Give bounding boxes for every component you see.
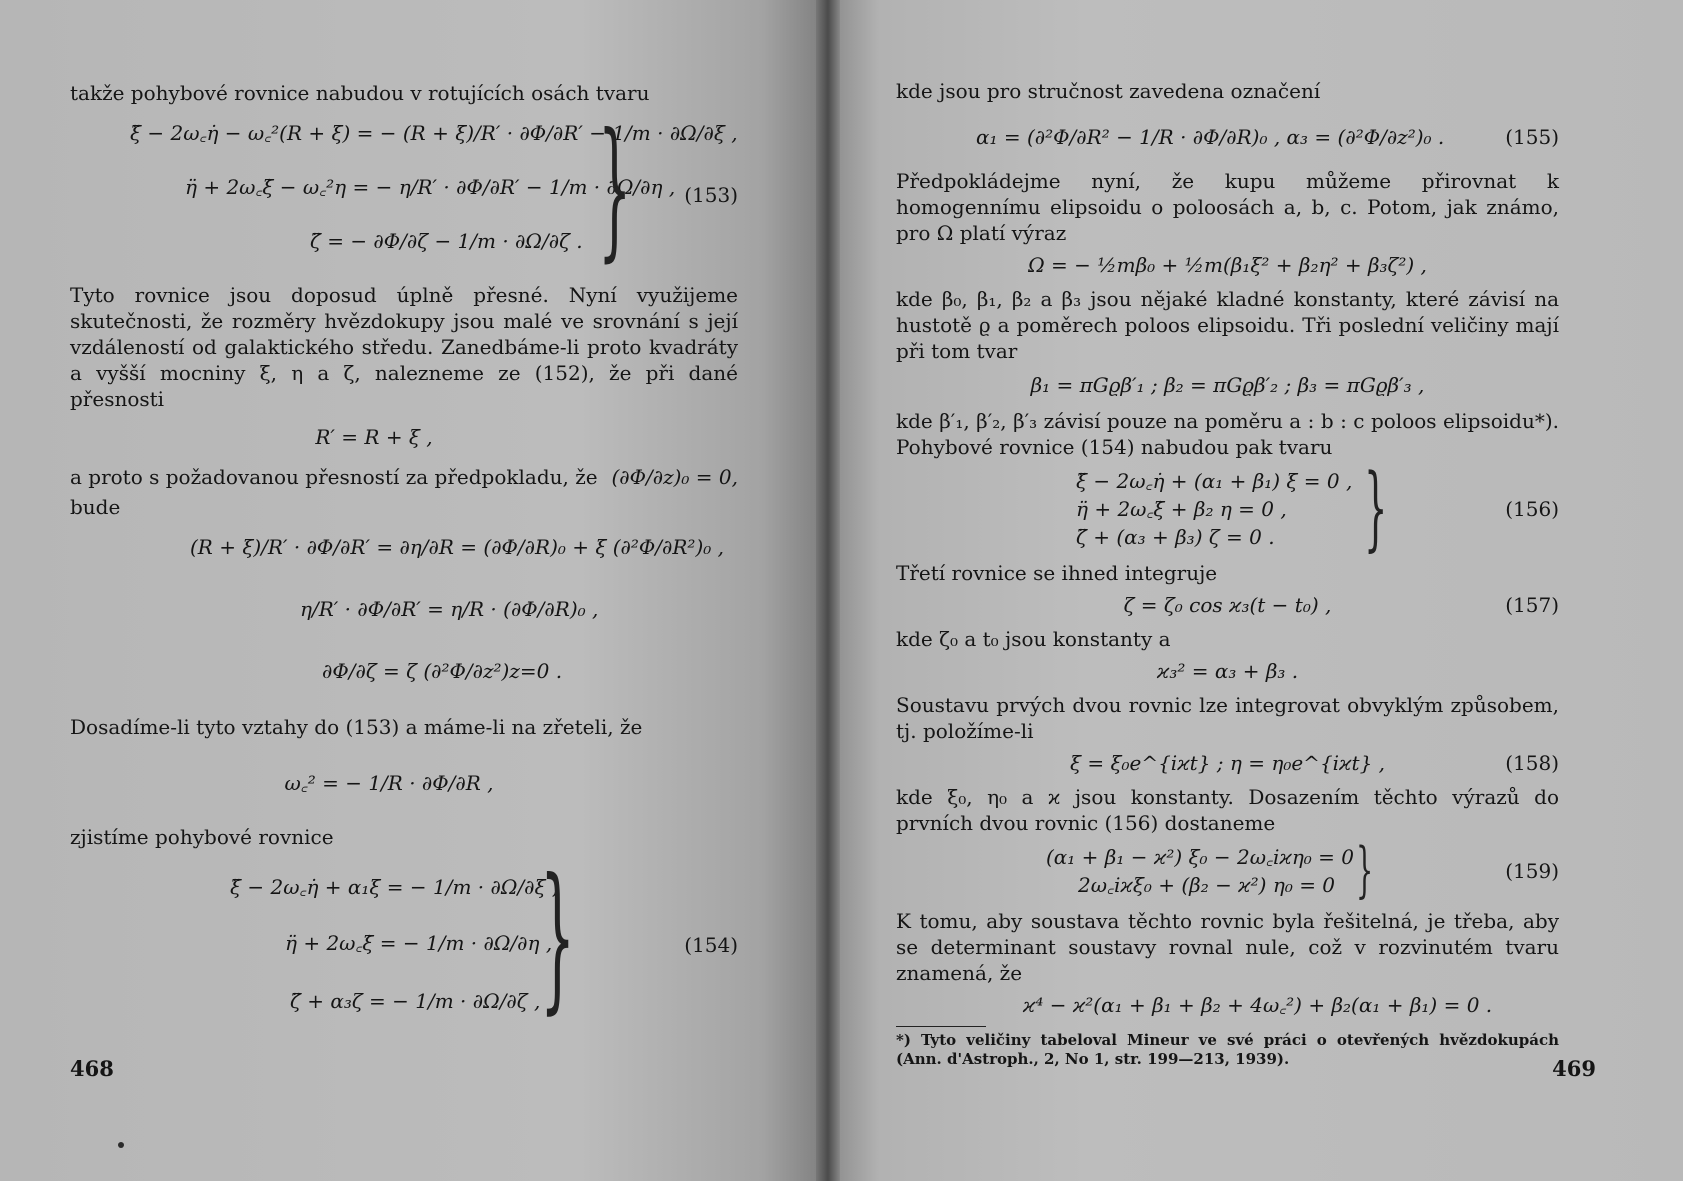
eq153-line2: η̈ + 2ω꜀ξ̇ − ω꜀²η = − η/R′ · ∂Φ/∂R′ − 1/m · ∂Ω/∂η ,: [185, 175, 676, 199]
equation-155: [896, 114, 1559, 158]
left-para3-text: a proto s požadovanou přesností za předpokladu, že: [70, 465, 598, 489]
left-page-number: 468: [70, 1056, 114, 1081]
equation-154: [70, 845, 738, 1029]
right-brace: }: [540, 845, 576, 1029]
eq156-line2: η̈ + 2ω꜀ξ̇ + β₂ η = 0 ,: [1076, 497, 1287, 521]
eq157-number: (157): [1505, 593, 1559, 617]
eq153-line3: ζ̈ = − ∂Φ/∂ζ − 1/m · ∂Ω/∂ζ .: [310, 229, 583, 253]
left-paragraph-5: zjistíme pohybové rovnice: [70, 825, 334, 849]
book-gutter: [816, 0, 840, 1181]
eq158-number: (158): [1505, 751, 1559, 775]
equation-determinant: ϰ⁴ − ϰ²(α₁ + β₁ + β₂ + 4ω꜀²) + β₂(α₁ + β₁) = 0 .: [1022, 993, 1493, 1017]
right-brace: }: [1364, 454, 1388, 561]
right-paragraph-4: kde β′₁, β′₂, β′₃ závisí pouze na poměru a : b : c poloos elipsoidu*). Pohybové rovnice (154) nabudou pak tvaru: [896, 409, 1559, 459]
eq154-number: (154): [684, 933, 738, 957]
eq157-text: ζ = ζ₀ cos ϰ₃(t − t₀) ,: [1123, 593, 1332, 617]
right-paragraph-8: kde ξ₀, η₀ a ϰ jsou konstanty. Dosazením těchto výrazů do prvních dvou rovnic (156) dostaneme: [896, 785, 1559, 835]
eq159-number: (159): [1505, 859, 1559, 883]
equation-158: [896, 750, 1559, 778]
right-brace: }: [598, 102, 632, 276]
footnote: *) Tyto veličiny tabeloval Mineur ve své práci o otevřených hvězdokupách (Ann. d'Astroph., 2, No 1, str. 199—213, 1939).: [896, 1031, 1559, 1068]
left-para3-bude: bude: [70, 495, 121, 519]
bude-line3: ∂Φ/∂ζ = ζ (∂²Φ/∂z²)z=0 .: [322, 659, 563, 683]
eq159-line2: 2ω꜀iϰξ₀ + (β₂ − ϰ²) η₀ = 0: [1078, 873, 1336, 897]
equations-bude: [70, 534, 738, 704]
right-paragraph-9: K tomu, aby soustava těchto rovnic byla řešitelná, je třeba, aby se determinant soustavy rovnal nule, což v rozvinutém tvaru znamená, že: [896, 909, 1559, 985]
right-page: [828, 0, 1683, 1181]
right-paragraph-3: kde β₀, β₁, β₂ a β₃ jsou nějaké kladné konstanty, které závisí na hustotě ϱ a poměrech poloos elipsoidu. Tři poslední veličiny mají při tom tvar: [896, 287, 1559, 363]
paper-spot: [118, 1142, 124, 1148]
eq156-line3: ζ̈ + (α₃ + β₃) ζ = 0 .: [1076, 525, 1275, 549]
eq154-line1: ξ̈ − 2ω꜀η̇ + α₁ξ = − 1/m · ∂Ω/∂ξ ,: [230, 875, 559, 899]
right-paragraph-6: kde ζ₀ a t₀ jsou konstanty a: [896, 627, 1171, 651]
eq159-line1: (α₁ + β₁ − ϰ²) ξ₀ − 2ω꜀iϰη₀ = 0: [1046, 845, 1355, 869]
equation-159: [896, 835, 1559, 905]
eq155-text: α₁ = (∂²Φ/∂R² − 1/R · ∂Φ/∂R)₀ , α₃ = (∂²Φ/∂z²)₀ .: [976, 125, 1445, 149]
eq153-number: (153): [684, 183, 738, 207]
equation-157: [896, 592, 1559, 620]
eq156-line1: ξ̈ − 2ω꜀η̇ + (α₁ + β₁) ξ = 0 ,: [1076, 469, 1353, 493]
equation-kappa: ϰ₃² = α₃ + β₃ .: [1156, 659, 1299, 683]
right-page-text: [896, 78, 1559, 1069]
equation-omega-c: ω꜀² = − 1/R · ∂Φ/∂R ,: [284, 771, 494, 795]
bude-line1: (R + ξ)/R′ · ∂Φ/∂R′ = ∂η/∂R = (∂Φ/∂R)₀ + ξ (∂²Φ/∂R²)₀ ,: [190, 535, 724, 559]
right-paragraph-5: Třetí rovnice se ihned integruje: [896, 561, 1218, 585]
left-paragraph-2: Tyto rovnice jsou doposud úplně přesné. Nyní využijeme skutečnosti, že rozměry hvězdokupy jsou malé ve srovnání s její vzdáleností od galaktického středu. Zanedbáme-li proto kvadráty a vyšší mocniny ξ, η a ζ, nalezneme ze (152), že při dané přesnosti: [70, 283, 738, 411]
equation-omega: Ω = − ½mβ₀ + ½m(β₁ξ² + β₂η² + β₃ζ²) ,: [1028, 253, 1427, 277]
equation-beta: β₁ = πGϱβ′₁ ; β₂ = πGϱβ′₂ ; β₃ = πGϱβ′₃ ,: [1030, 373, 1425, 397]
left-paragraph-4: Dosadíme-li tyto vztahy do (153) a máme-li na zřeteli, že: [70, 715, 643, 739]
right-page-number: 469: [1552, 1056, 1596, 1081]
eq154-line2: η̈ + 2ω꜀ξ̇ = − 1/m · ∂Ω/∂η ,: [285, 931, 553, 955]
right-intro: kde jsou pro stručnost zavedena označení: [896, 79, 1321, 103]
left-page-text: [70, 80, 738, 1029]
eq156-number: (156): [1505, 497, 1559, 521]
eq154-line3: ζ̈ + α₃ζ = − 1/m · ∂Ω/∂ζ ,: [290, 989, 541, 1013]
footnote-rule: [896, 1026, 986, 1027]
left-para3-condition: (∂Φ/∂z)₀ = 0,: [611, 465, 738, 489]
left-intro: takže pohybové rovnice nabudou v rotujících osách tvaru: [70, 81, 650, 105]
equation-153: [70, 102, 738, 276]
right-paragraph-2: Předpokládejme nyní, že kupu můžeme přirovnat k homogennímu elipsoidu o poloosách a, b, c. Potom, jak známo, pro Ω platí výraz: [896, 169, 1559, 245]
equation-156: [896, 454, 1559, 561]
eq158-text: ξ = ξ₀e^{iϰt} ; η = η₀e^{iϰt} ,: [1069, 751, 1386, 775]
right-paragraph-7: Soustavu prvých dvou rovnic lze integrovat obvyklým způsobem, tj. položíme-li: [896, 693, 1559, 743]
equation-R-prime: R′ = R + ξ ,: [315, 425, 433, 449]
right-brace: }: [1356, 835, 1374, 905]
left-paragraph-3: [70, 464, 738, 494]
left-page: [0, 0, 828, 1181]
eq153-line1: ξ̈ − 2ω꜀η̇ − ω꜀²(R + ξ) = − (R + ξ)/R′ · ∂Φ/∂R′ − 1/m · ∂Ω/∂ξ ,: [130, 121, 738, 145]
bude-line2: η/R′ · ∂Φ/∂R′ = η/R · (∂Φ/∂R)₀ ,: [300, 597, 599, 621]
eq155-number: (155): [1505, 125, 1559, 149]
